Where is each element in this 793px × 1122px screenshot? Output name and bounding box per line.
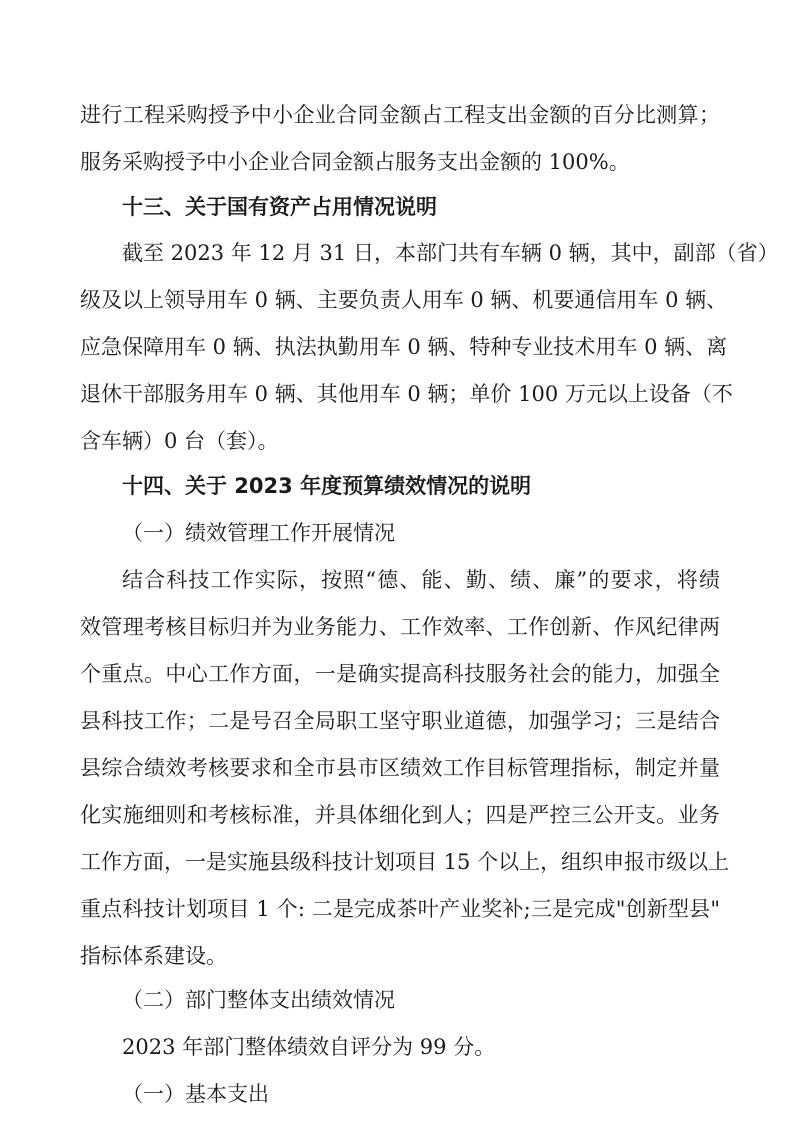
body-text-line: 应急保障用车 0 辆、执法执勤用车 0 辆、特种专业技术用车 0 辆、离 [80, 335, 728, 359]
section-heading: 十四、关于 2023 年度预算绩效情况的说明 [122, 474, 532, 498]
body-text-line: 2023 年部门整体绩效自评分为 99 分。 [122, 1035, 496, 1059]
subsection-heading: （一）基本支出 [122, 1082, 269, 1106]
body-text-line: 化实施细则和考核标准，并具体细化到人；四是严控三公开支。业务 [80, 803, 720, 827]
section-heading: 十三、关于国有资产占用情况说明 [122, 195, 437, 219]
body-text-line: 县科技工作；二是号召全局职工坚守职业道德，加强学习；三是结合 [80, 709, 720, 733]
body-text-line: 效管理考核目标归并为业务能力、工作效率、工作创新、作风纪律两 [80, 615, 720, 639]
body-text-line: 重点科技计划项目 1 个: 二是完成茶叶产业奖补;三是完成"创新型县" [80, 897, 720, 921]
body-text-line: 进行工程采购授予中小企业合同金额占工程支出金额的百分比测算； [80, 103, 720, 127]
body-text-line: 退休干部服务用车 0 辆、其他用车 0 辆；单价 100 万元以上设备（不 [80, 382, 733, 406]
subsection-heading: （二）部门整体支出绩效情况 [122, 988, 395, 1012]
subsection-heading: （一）绩效管理工作开展情况 [122, 521, 395, 545]
body-text-line: 截至 2023 年 12 月 31 日，本部门共有车辆 0 辆，其中，副部（省） [122, 241, 779, 265]
body-text-line: 工作方面，一是实施县级科技计划项目 15 个以上，组织申报市级以上 [80, 850, 730, 874]
body-text-line: 服务采购授予中小企业合同金额占服务支出金额的 100%。 [80, 150, 630, 174]
body-text-line: 个重点。中心工作方面，一是确实提高科技服务社会的能力，加强全 [80, 662, 720, 686]
body-text-line: 级及以上领导用车 0 辆、主要负责人用车 0 辆、机要通信用车 0 辆、 [80, 288, 728, 312]
body-text-line: 含车辆）0 台（套）。 [80, 429, 279, 453]
body-text-line: 结合科技工作实际，按照“德、能、勤、绩、廉”的要求，将绩 [122, 568, 720, 592]
body-text-line: 县综合绩效考核要求和全市县市区绩效工作目标管理指标，制定并量 [80, 756, 720, 780]
body-text-line: 指标体系建设。 [80, 944, 227, 968]
